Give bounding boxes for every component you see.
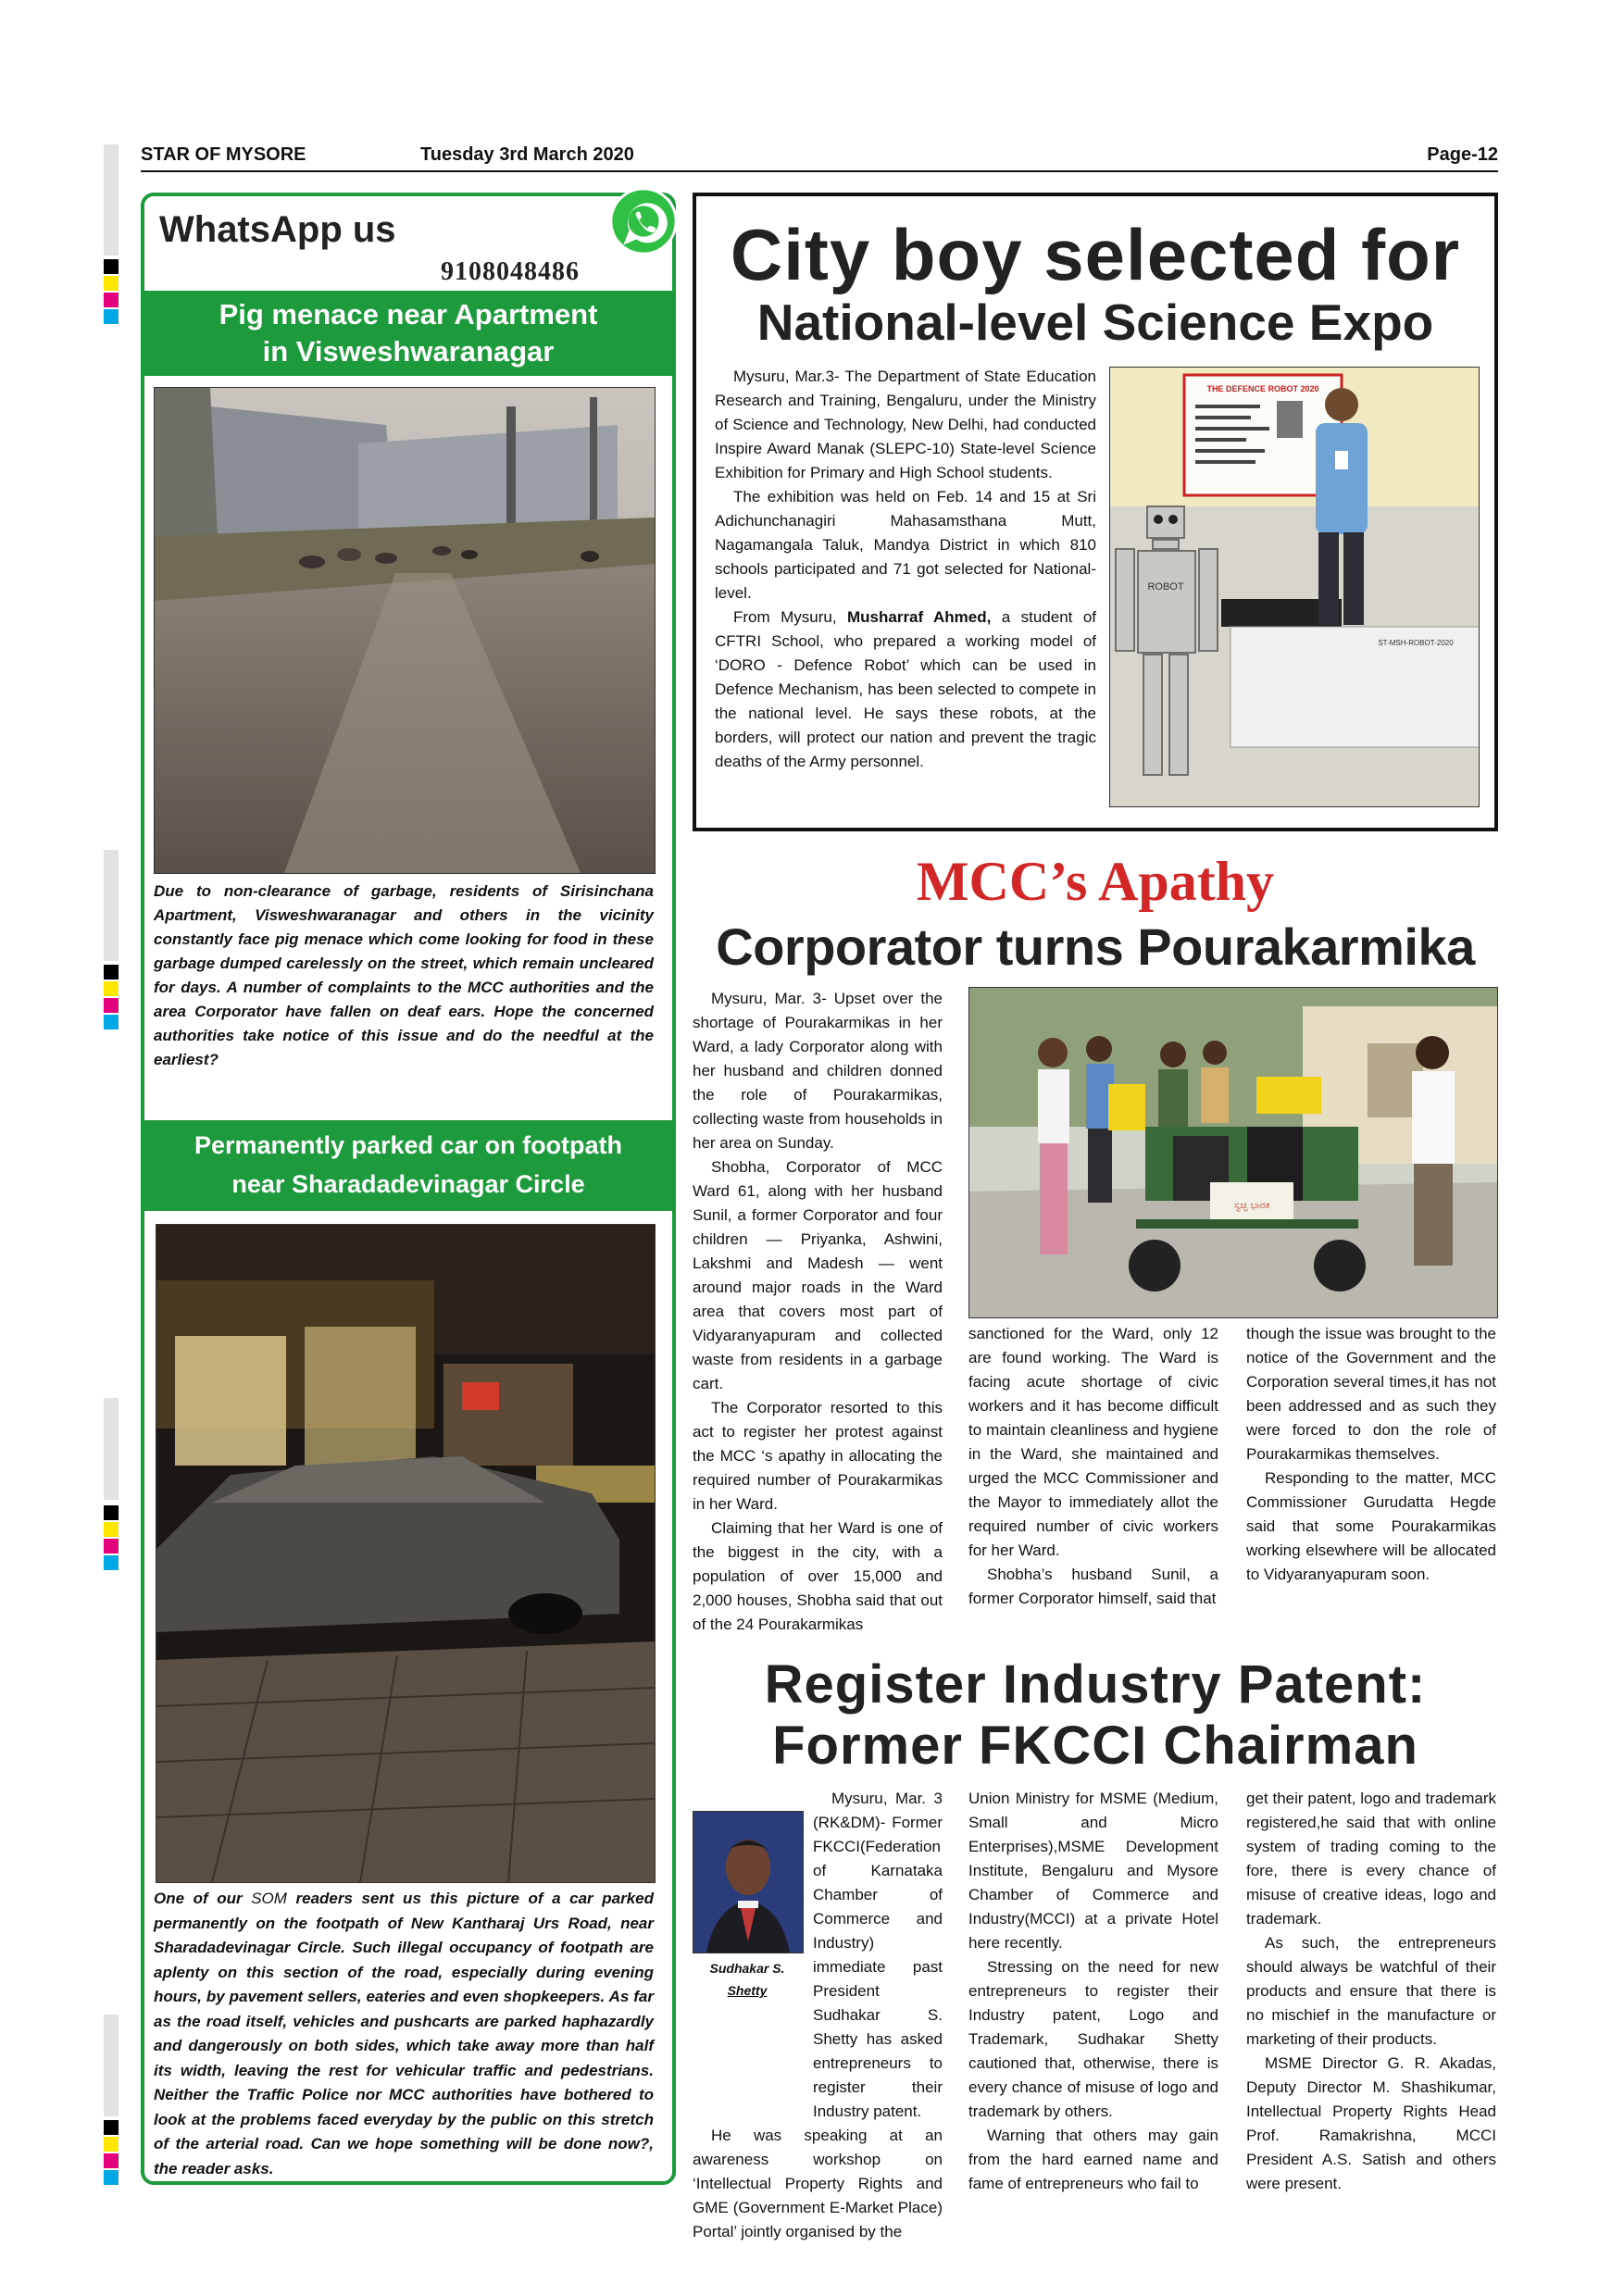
corporator-headline: Corporator turns Pourakarmika	[716, 917, 1475, 976]
registration-swatch-black	[104, 965, 119, 980]
registration-swatch-black	[104, 259, 119, 274]
patent-body-column-3	[1246, 1787, 1496, 2196]
paragraph: sanctioned for the Ward, only 12 are found working. The Ward is facing acute shortage of civic workers and it has become difficult to maintain cleanliness and hygiene in the Ward, she maintained and urged the MCC Commissioner and the Mayor to immediately allot the required number of civic workers for her Ward.	[968, 1325, 1218, 1559]
paragraph: Mysuru, Mar. 3 (RK&DM)- Former FKCCI(Federation of Karnataka Chamber of Commerce and Industry) immediate past President Sudhakar S. Shetty has asked entrepreneurs to register their Industry patent.	[813, 1790, 943, 2120]
registration-swatch-cyan	[104, 1015, 119, 1029]
registration-swatch-cyan	[104, 2170, 119, 2185]
mcc-apathy-kicker: MCC’s Apathy	[916, 851, 1275, 912]
parked-car-caption	[154, 1887, 654, 2181]
registration-bar	[104, 850, 119, 961]
patent-headline: Register Industry Patent:	[764, 1654, 1427, 1715]
paragraph: He was speaking at an awareness workshop on ‘Intellectual Property Rights and GME (Government E-Market Place) Portal’ jointly organised by the	[693, 2127, 943, 2240]
paragraph: Warning that others may gain from the hard earned name and fame of entrepreneurs who fail to	[968, 2127, 1218, 2192]
paragraph-text: From Mysuru,	[733, 608, 847, 626]
science-expo-subheadline: National-level Science Expo	[756, 293, 1434, 351]
issue-date: Tuesday 3rd March 2020	[420, 144, 634, 165]
robot-chest-label: ROBOT	[1147, 581, 1184, 593]
paper-name: STAR OF MYSORE	[141, 144, 306, 165]
registration-swatch-yellow	[104, 2137, 119, 2152]
whatsapp-title: WhatsApp us	[159, 209, 396, 250]
paragraph: As such, the entrepreneurs should always be watchful of their products and ensure that there is no mischief in the manufacture or marketing of their products.	[1246, 1934, 1496, 2048]
registration-swatch-yellow	[104, 981, 119, 996]
patent-body-column-1	[693, 1787, 943, 2244]
registration-bar	[104, 1398, 119, 1500]
corporator-body-column-3	[1246, 1322, 1496, 1587]
paragraph: Union Ministry for MSME (Medium, Small and Micro Enterprises),MSME Development Institute, Bengaluru and Mysore Chamber of Commerce and Industry(MCCI) at a private Hotel here recently.	[968, 1790, 1218, 1952]
registration-swatch-cyan	[104, 309, 119, 324]
registration-swatch-black	[104, 2120, 119, 2135]
cart-sign-text: ಸ್ವಚ್ಛ ಭಾರತ	[1233, 1201, 1270, 1211]
paragraph: MSME Director G. R. Akadas, Deputy Director M. Shashikumar, Intellectual Property Rights Head Prof. Ramakrishna, MCCI President A.S. Satish and others were present.	[1246, 2054, 1496, 2192]
corporator-body-column-2	[968, 1322, 1218, 1611]
paragraph: Responding to the matter, MCC Commissioner Gurudatta Hegde said that some Pourakarmikas working elsewhere will be allocated to Vidyaranyapuram soon.	[1246, 1469, 1496, 1583]
registration-bar	[104, 144, 119, 256]
patent-subheadline: Former FKCCI Chairman	[772, 1716, 1418, 1776]
robot-sign-text: THE DEFENCE ROBOT 2020	[1206, 384, 1319, 393]
registration-swatch-magenta	[104, 2153, 119, 2168]
paragraph: The exhibition was held on Feb. 14 and 15 at Sri Adichunchanagiri Mahasamsthana Mutt, Nagamangala Taluk, Mandya District in which 810 schools participated and 71 got selected for National-level.	[715, 488, 1096, 602]
science-expo-body	[715, 365, 1096, 774]
science-expo-story	[693, 193, 1498, 831]
registration-swatch-cyan	[104, 1555, 119, 1570]
paragraph: though the issue was brought to the notice of the Government and the Corporation several times,it has not been addressed and as such they were forced to don the role of Pourakarmikas themselves.	[1246, 1325, 1496, 1463]
pig-menace-photo	[154, 387, 656, 874]
pig-menace-caption: Due to non-clearance of garbage, residents of Sirisinchana Apartment, Visweshwaranagar and others in the vicinity constantly face pig menace which come looking for food in these garbage dumped carelessly on the street, which remain uncleared for days. A number of complaints to the MCC authorities and the area Corporator have fallen on deaf ears. Hope the concerned authorities take notice of this issue and do the needful at the earliest?	[154, 882, 654, 1068]
caption-text: readers sent us this picture of a car parked permanently on the footpath of New Kantharaj Urs Road, near Sharadadevinagar Circle. Such illegal occupancy of footpath are aplenty on this section of the road, especially during evening hours, by pavement sellers, eateries and even shopkeepers. As far as the road itself, vehicles and pushcarts are parked haphazardly and dangerously on both sides, which take away more than half its width, leaving the rest for vehicular traffic and pedestrians. Neither the Traffic Police nor MCC authorities have bothered to look at the problems faced everyday by the public on this stretch of the arterial road. Can we hope something will be done now?, the reader asks.	[154, 1890, 654, 2177]
registration-swatch-magenta	[104, 293, 119, 307]
registration-swatch-yellow	[104, 1522, 119, 1537]
portrait-caption-line: Sudhakar S.	[709, 1961, 785, 1976]
whatsapp-sidebar	[141, 193, 676, 2185]
registration-swatch-magenta	[104, 998, 119, 1013]
paragraph: get their patent, logo and trademark registered,he said that with online system of trading coming to the fore, there is every chance of misuse of creative ideas, logo and trademark.	[1246, 1790, 1496, 1928]
paragraph-text: a student of CFTRI School, who prepared a working model of ‘DORO - Defence Robot’ which can be used in Defence Mechanism, has been selected to compete in the national level. He says these robots, at the borders, will protect our nation and prevent the tragic deaths of the Army personnel.	[715, 608, 1096, 770]
paragraph	[715, 605, 1096, 774]
heading-line: Pig menace near Apartment	[219, 298, 598, 331]
paragraph: The Corporator resorted to this act to register her protest against the MCC ‘s apathy in allocating the required number of Pourakarmikas in her Ward.	[693, 1399, 943, 1513]
heading-line: in Visweshwaranagar	[262, 335, 555, 368]
paragraph: Shobha, Corporator of MCC Ward 61, along with her husband Sunil, a former Corporator and four children — Priyanka, Ashwini, Lakshmi and Madesh — went around major roads in the Ward area that covers most part of Vidyaranyapuram and collected waste from residents in a garbage cart.	[693, 1158, 943, 1392]
parked-car-photo	[156, 1224, 656, 1883]
caption-text: One of our	[154, 1890, 252, 1907]
paragraph: Claiming that her Ward is one of the biggest in the city, with a population of over 15,000 and 2,000 houses, Shobha said that out of the 24 Pourakarmikas	[693, 1519, 943, 1633]
pourakarmika-photo	[968, 987, 1498, 1318]
paragraph: Mysuru, Mar.3- The Department of State Education Research and Training, Bengaluru, under the Ministry of Science and Technology, New Delhi, had conducted Inspire Award Manak (SLEPC-10) State-level Science Exhibition for Primary and High School students.	[715, 368, 1096, 481]
robot-photo	[1109, 367, 1480, 807]
pig-menace-heading	[144, 291, 672, 376]
patent-body-column-2	[968, 1787, 1218, 2196]
registration-swatch-magenta	[104, 1539, 119, 1554]
whatsapp-icon	[607, 185, 680, 257]
heading-line: Permanently parked car on footpath	[194, 1131, 623, 1159]
registration-swatch-black	[104, 1505, 119, 1520]
paragraph: Mysuru, Mar. 3- Upset over the shortage of Pourakarmikas in her Ward, a lady Corporator along with her husband and children donned the role of Pourakarmikas, collecting waste from households in her area on Sunday.	[693, 990, 943, 1152]
parked-car-heading	[144, 1120, 672, 1211]
paragraph: Stressing on the need for new entrepreneurs to register their Industry patent, Logo and Trademark, Sudhakar Shetty cautioned that, otherwise, there is every chance of misuse of logo and trademark by others.	[968, 1958, 1218, 2120]
whatsapp-number: 9108048486	[441, 257, 580, 286]
page-number: Page-12	[1427, 144, 1498, 165]
portrait-caption-line: Shetty	[727, 1983, 768, 1998]
masthead	[141, 141, 1498, 172]
heading-line: near Sharadadevinagar Circle	[231, 1170, 585, 1198]
registration-swatch-yellow	[104, 276, 119, 291]
som-abbreviation: SOM	[251, 1890, 287, 1907]
paragraph: Shobha’s husband Sunil, a former Corporator himself, said that	[968, 1566, 1218, 1607]
student-name: Musharraf Ahmed,	[846, 608, 992, 626]
table-label: ST-MSH-ROBOT-2020	[1378, 639, 1454, 647]
corporator-body-column-1	[693, 987, 943, 1637]
registration-bar	[104, 2015, 119, 2116]
science-expo-headline: City boy selected for	[730, 214, 1461, 295]
